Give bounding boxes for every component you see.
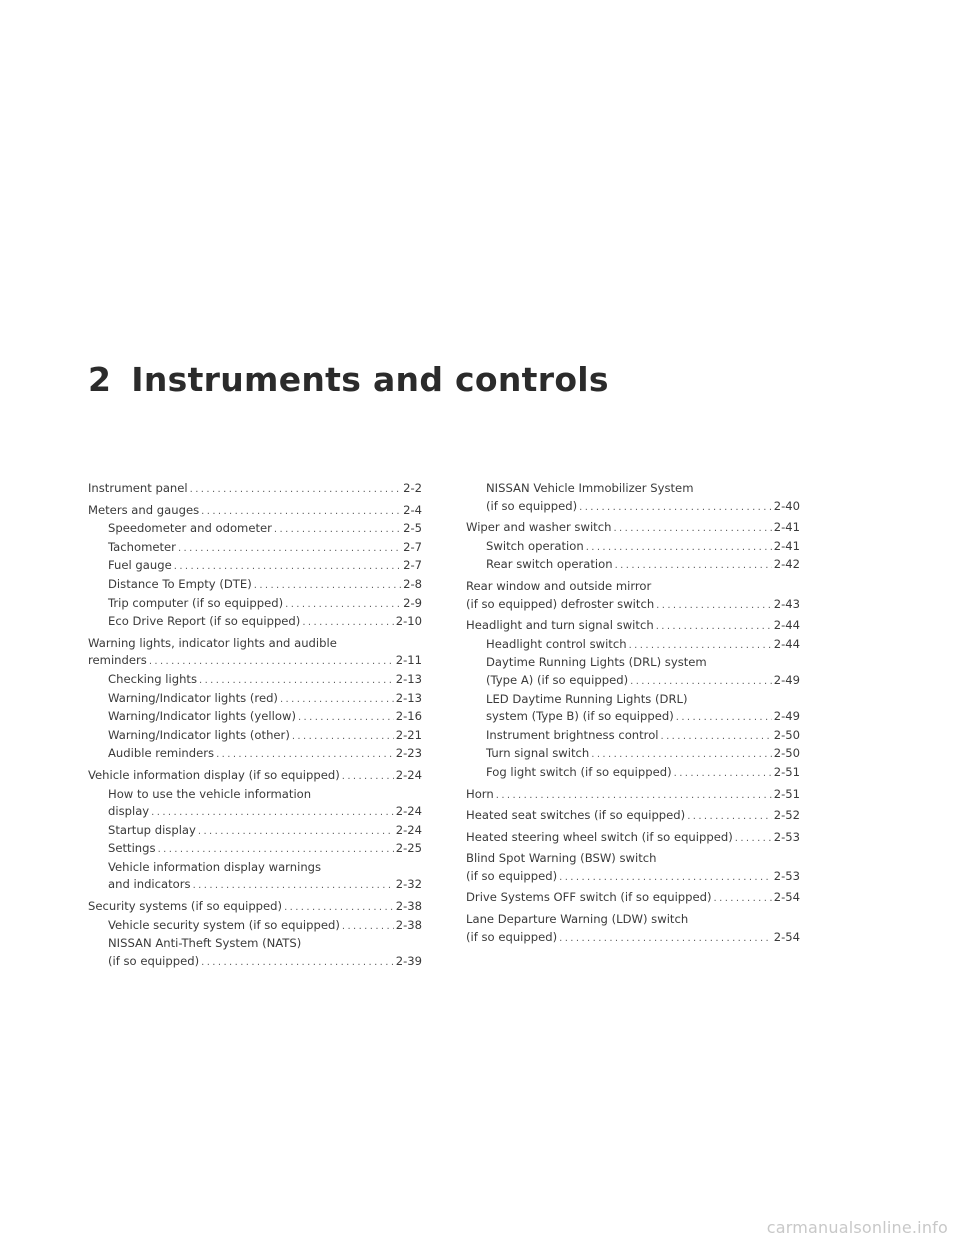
toc-entry-row (466, 617, 800, 636)
toc-entry-title: system (Type B) (if so equipped) (486, 709, 674, 724)
toc-entry-title: Horn (466, 786, 494, 801)
dot-leader (292, 728, 394, 746)
toc-entry-page: 2-51 (773, 764, 800, 779)
toc-entry-page: 2-41 (773, 538, 800, 553)
toc-entry-row (108, 953, 422, 972)
toc-entry-row (108, 917, 422, 936)
dot-leader (199, 672, 394, 690)
toc-entry-title: Speedometer and odometer (108, 521, 272, 536)
toc-entry-title: Warning/Indicator lights (other) (108, 727, 290, 742)
toc-entry-page: 2-25 (395, 841, 422, 856)
toc-entry-row (108, 727, 422, 746)
toc-entry-page: 2-49 (773, 672, 800, 687)
toc-entry-text-line: Lane Departure Warning (LDW) switch (466, 912, 689, 927)
toc-entry-page: 2-10 (395, 614, 422, 629)
toc-entry[interactable] (88, 671, 422, 690)
toc-entry-row (486, 636, 800, 655)
toc-entry[interactable] (88, 613, 422, 632)
toc-entry[interactable] (466, 786, 800, 805)
toc-entry-row (108, 557, 422, 576)
dot-leader (591, 746, 771, 764)
dot-leader (559, 930, 772, 948)
toc-entry-title: Heated seat switches (if so equipped) (466, 808, 686, 823)
toc-entry[interactable] (466, 480, 800, 516)
toc-entry-text-line: LED Daytime Running Lights (DRL) (486, 691, 688, 706)
toc-entry[interactable] (466, 727, 800, 746)
dot-leader (674, 765, 772, 783)
toc-entry-title: display (108, 804, 150, 819)
dot-leader (661, 728, 772, 746)
toc-entry-row (486, 745, 800, 764)
dot-leader (586, 539, 772, 557)
toc-entry-row (466, 786, 800, 805)
toc-entry-page: 2-23 (395, 746, 422, 761)
toc-entry[interactable] (88, 727, 422, 746)
toc-entry-row (466, 519, 800, 538)
toc-entry-page: 2-32 (395, 877, 422, 892)
toc-entry-title: (if so equipped) defroster switch (466, 596, 655, 611)
dot-leader (201, 503, 401, 521)
toc-entry-page: 2-11 (395, 653, 422, 668)
dot-leader (676, 709, 772, 727)
dot-leader (687, 808, 772, 826)
toc-entry[interactable] (88, 480, 422, 499)
toc-entry[interactable] (88, 502, 422, 521)
toc-entry-page: 2-38 (395, 917, 422, 932)
toc-entry-title: (if so equipped) (108, 953, 200, 968)
toc-entry-page: 2-51 (773, 786, 800, 801)
toc-entry-page: 2-13 (395, 690, 422, 705)
toc-entry-row (486, 538, 800, 557)
toc-entry-title: Fog light switch (if so equipped) (486, 764, 672, 779)
toc-entry-title: Audible reminders (108, 746, 215, 761)
toc-entry-title: reminders (88, 653, 147, 668)
toc-entry-title: Checking lights (108, 671, 198, 686)
toc-entry-row (486, 764, 800, 783)
toc-entry[interactable] (88, 745, 422, 764)
toc-entry-title: Headlight and turn signal switch (466, 618, 654, 633)
toc-entry-row (486, 708, 800, 727)
toc-entry-page: 2-50 (773, 746, 800, 761)
dot-leader (735, 830, 772, 848)
toc-entry-row (486, 672, 800, 691)
toc-entry-text-line: Vehicle information display warnings (108, 859, 322, 874)
toc-entry[interactable] (466, 764, 800, 783)
dot-leader (656, 597, 772, 615)
toc-entry-row (108, 576, 422, 595)
toc-left-column (88, 480, 422, 971)
toc-entry[interactable] (88, 557, 422, 576)
toc-entry-page: 2-8 (403, 576, 422, 591)
dot-leader (274, 521, 401, 539)
toc-entry-page: 2-24 (395, 822, 422, 837)
chapter-number: 2 (88, 360, 112, 399)
dot-leader (302, 614, 393, 632)
toc-entry-row (108, 595, 422, 614)
toc-entry-title: Vehicle information display (if so equipped) (88, 767, 340, 782)
toc-entry-row (88, 767, 422, 786)
toc-entry-title: Wiper and washer switch (466, 520, 612, 535)
toc-entry-title: Headlight control switch (486, 636, 627, 651)
toc-entry[interactable] (466, 829, 800, 848)
dot-leader (613, 520, 771, 538)
toc-entry-title: and indicators (108, 877, 191, 892)
toc-entry[interactable] (88, 576, 422, 595)
toc-entry[interactable] (88, 898, 422, 917)
toc-entry-page: 2-4 (403, 502, 422, 517)
toc-entry-row (108, 745, 422, 764)
toc-entry-title: Heated steering wheel switch (if so equipped) (466, 829, 733, 844)
toc-entry-title: Settings (108, 841, 156, 856)
toc-entry-title: Turn signal switch (486, 746, 590, 761)
toc-entry-text-line: NISSAN Anti-Theft System (NATS) (108, 936, 302, 951)
toc-entry-text-line: Warning lights, indicator lights and audible (88, 635, 337, 650)
toc-entry[interactable] (466, 636, 800, 655)
toc-entry[interactable] (466, 617, 800, 636)
toc-entry-title: Warning/Indicator lights (yellow) (108, 709, 296, 724)
toc-entry-page: 2-21 (395, 727, 422, 742)
dot-leader (193, 877, 394, 895)
toc-entry-row (108, 690, 422, 709)
toc-entry[interactable] (88, 595, 422, 614)
dot-leader (178, 540, 401, 558)
toc-entry-page: 2-43 (773, 596, 800, 611)
toc-entry[interactable] (88, 786, 422, 822)
toc-entry-page: 2-5 (403, 521, 422, 536)
dot-leader (342, 918, 394, 936)
dot-leader (559, 869, 772, 887)
toc-entry[interactable] (466, 691, 800, 727)
toc-entry-title: Instrument panel (88, 481, 188, 495)
dot-leader (280, 691, 394, 709)
toc-entry-title: Vehicle security system (if so equipped) (108, 917, 340, 932)
toc-entry-row (88, 898, 422, 917)
toc-entry[interactable] (466, 889, 800, 908)
toc-entry-row (108, 708, 422, 727)
toc-entry-page: 2-24 (395, 804, 422, 819)
toc-entry-row (466, 929, 800, 948)
toc-entry-page: 2-54 (773, 890, 800, 905)
toc-entry-row (88, 480, 422, 499)
toc-entry[interactable] (88, 767, 422, 786)
toc-entry[interactable] (88, 690, 422, 709)
toc-entry-row (108, 520, 422, 539)
toc-entry[interactable] (466, 519, 800, 538)
dot-leader (298, 709, 394, 727)
toc-entry-title: (if so equipped) (466, 868, 558, 883)
dot-leader (496, 787, 772, 805)
toc-entry[interactable] (88, 635, 422, 671)
toc-entry[interactable] (88, 917, 422, 936)
toc-entry-row (466, 868, 800, 887)
toc-entry-text-line: NISSAN Vehicle Immobilizer System (486, 481, 694, 495)
dot-leader (615, 557, 772, 575)
toc-entry-page: 2-42 (773, 557, 800, 572)
toc-entry-title: Trip computer (if so equipped) (108, 595, 284, 610)
toc-right-column (466, 480, 800, 947)
dot-leader (151, 804, 394, 822)
toc-entry-title: (if so equipped) (486, 498, 578, 513)
toc-entry[interactable] (88, 822, 422, 841)
toc-entry-page: 2-52 (773, 808, 800, 823)
toc-entry-row (466, 807, 800, 826)
toc-entry-title: Fuel gauge (108, 558, 172, 573)
chapter-title-text: Instruments and controls (131, 360, 609, 399)
toc-entry[interactable] (466, 911, 800, 947)
toc-entry-title: Warning/Indicator lights (red) (108, 690, 278, 705)
toc-entry-title: Instrument brightness control (486, 727, 659, 742)
dot-leader (656, 618, 772, 636)
toc-entry-title: (if so equipped) (466, 929, 558, 944)
dot-leader (630, 673, 772, 691)
chapter-title (88, 360, 609, 399)
toc-entry[interactable] (466, 850, 800, 886)
toc-entry-page: 2-7 (403, 539, 422, 554)
toc-entry-row (108, 803, 422, 822)
dot-leader (254, 577, 401, 595)
dot-leader (285, 596, 401, 614)
toc-entry-row (108, 539, 422, 558)
toc-entry-row (108, 822, 422, 841)
toc-entry-title: Security systems (if so equipped) (88, 899, 283, 914)
dot-leader (216, 746, 394, 764)
toc-entry-page: 2-53 (773, 868, 800, 883)
toc-entry[interactable] (88, 520, 422, 539)
toc-entry-row (108, 840, 422, 859)
toc-entry-text-line: How to use the vehicle information (108, 786, 312, 801)
toc-entry-page: 2-2 (403, 481, 422, 495)
toc-entry[interactable] (88, 859, 422, 895)
toc-entry-title: (Type A) (if so equipped) (486, 672, 629, 687)
dot-leader (158, 841, 394, 859)
toc-entry-text-line: Daytime Running Lights (DRL) system (486, 655, 707, 670)
dot-leader (174, 558, 401, 576)
toc-entry-row (486, 556, 800, 575)
toc-entry-page: 2-16 (395, 709, 422, 724)
toc-entry[interactable] (466, 807, 800, 826)
toc-entry-title: Startup display (108, 822, 196, 837)
toc-entry[interactable] (466, 578, 800, 614)
watermark-logo: carmanualsonline.info (766, 1218, 948, 1237)
toc-entry-row (486, 498, 800, 517)
toc-entry[interactable] (88, 935, 422, 971)
toc-entry-title: Switch operation (486, 538, 584, 553)
toc-entry-row (466, 596, 800, 615)
toc-entry-page: 2-41 (773, 520, 800, 535)
toc-entry-title: Eco Drive Report (if so equipped) (108, 614, 301, 629)
toc-entry-text-line: Rear window and outside mirror (466, 578, 652, 593)
toc-entry-page: 2-44 (773, 618, 800, 633)
toc-entry[interactable] (88, 539, 422, 558)
toc-entry-page: 2-38 (395, 899, 422, 914)
toc-entry-page: 2-39 (395, 953, 422, 968)
toc-entry-row (108, 876, 422, 895)
toc-entry-title: Tachometer (108, 539, 176, 554)
toc-entry-page: 2-49 (773, 709, 800, 724)
toc-entry[interactable] (88, 708, 422, 727)
toc-entry-page: 2-40 (773, 498, 800, 513)
toc-entry-row (108, 613, 422, 632)
toc-entry[interactable] (466, 745, 800, 764)
toc-entry[interactable] (466, 556, 800, 575)
dot-leader (201, 954, 394, 972)
toc-entry-row (88, 652, 422, 671)
toc-entry-title: Distance To Empty (DTE) (108, 576, 252, 591)
dot-leader (149, 653, 394, 671)
toc-entry-page: 2-44 (773, 636, 800, 651)
toc-entry-title: Rear switch operation (486, 557, 613, 572)
toc-entry-page: 2-13 (395, 671, 422, 686)
toc-entry-row (486, 727, 800, 746)
toc-entry-page: 2-7 (403, 558, 422, 573)
toc-entry-page: 2-9 (403, 595, 422, 610)
toc-entry-page: 2-24 (395, 767, 422, 782)
dot-leader (629, 637, 772, 655)
toc-entry-row (466, 889, 800, 908)
dot-leader (342, 768, 394, 786)
toc-entry-row (466, 829, 800, 848)
dot-leader (714, 890, 772, 908)
toc-entry-title: Drive Systems OFF switch (if so equipped) (466, 890, 712, 905)
dot-leader (579, 499, 772, 517)
toc-entry-page: 2-54 (773, 929, 800, 944)
toc-entry-page: 2-50 (773, 727, 800, 742)
toc-entry-row (88, 502, 422, 521)
toc-entry-title: Meters and gauges (88, 502, 200, 517)
toc-entry[interactable] (88, 840, 422, 859)
dot-leader (198, 823, 394, 841)
toc-entry-row (108, 671, 422, 690)
dot-leader (190, 481, 401, 499)
toc-entry-text-line: Blind Spot Warning (BSW) switch (466, 851, 657, 866)
toc-entry[interactable] (466, 538, 800, 557)
dot-leader (284, 899, 394, 917)
toc-entry-page: 2-53 (773, 829, 800, 844)
toc-entry[interactable] (466, 654, 800, 690)
